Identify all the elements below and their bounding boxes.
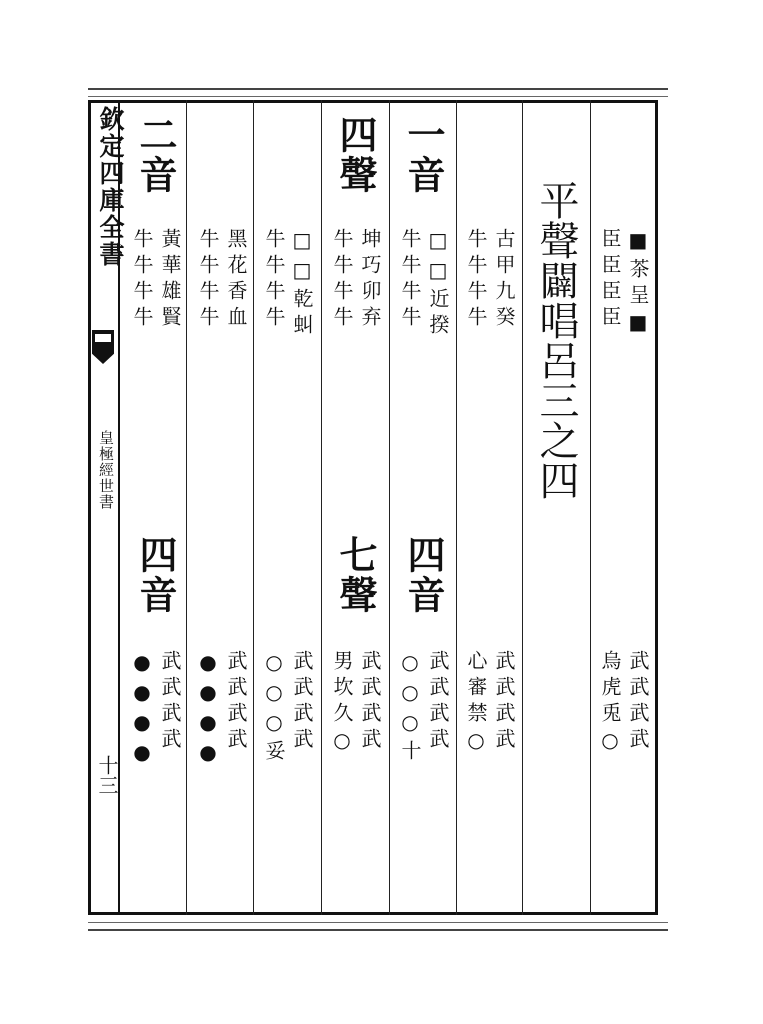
court-marker: ■茶呈■ xyxy=(626,228,650,340)
column-3-top-a: 坤巧卯弃 xyxy=(358,228,382,332)
column-divider xyxy=(389,100,390,915)
column-divider xyxy=(590,100,591,915)
heading-four-yin: 四音 xyxy=(401,535,446,615)
heading-four-yin-2: 四音 xyxy=(133,535,178,615)
bottom-border-rule xyxy=(88,922,668,931)
column-divider xyxy=(321,100,322,915)
right-bottom-a: 武武武武 xyxy=(626,650,650,754)
chapter-title: 平聲闢唱呂三之四 xyxy=(533,180,579,500)
column-1-bottom-a: 武武武武 xyxy=(492,650,516,754)
column-1-bottom-b: 心審禁○ xyxy=(464,650,488,758)
column-divider xyxy=(456,100,457,915)
column-divider xyxy=(253,100,254,915)
column-divider xyxy=(186,100,187,915)
court-people: 臣臣臣臣 xyxy=(598,228,622,332)
column-6-bottom-a: 武武武武 xyxy=(158,650,182,754)
book-title: 欽定四庫全書 xyxy=(96,106,125,268)
column-2-bottom-b: ○○○十 xyxy=(398,650,422,766)
column-3-top-b: 牛牛牛牛 xyxy=(330,228,354,332)
column-4-top-a: □□乾虯 xyxy=(290,228,314,340)
right-bottom-b: 烏虎兎○ xyxy=(598,650,622,758)
column-5-top-a: 黑花香血 xyxy=(224,228,248,332)
top-border-rule xyxy=(88,88,668,97)
column-6-bottom-b: ●●●● xyxy=(130,650,154,770)
column-4-bottom-b: ○○○妥 xyxy=(262,650,286,766)
column-2-top-b: 牛牛牛牛 xyxy=(398,228,422,332)
heading-one-yin: 一音 xyxy=(401,115,446,195)
page-number: 十三 xyxy=(95,755,119,795)
column-2-bottom-a: 武武武武 xyxy=(426,650,450,754)
column-5-bottom-b: ●●●● xyxy=(196,650,220,770)
column-divider xyxy=(522,100,523,915)
column-3-bottom-b: 男坎久○ xyxy=(330,650,354,758)
book-subtitle: 皇極經世書 xyxy=(97,430,115,510)
column-2-top-a: □□近揆 xyxy=(426,228,450,340)
heading-two-yin: 二音 xyxy=(133,115,178,195)
column-5-bottom-a: 武武武武 xyxy=(224,650,248,754)
column-6-top-b: 牛牛牛牛 xyxy=(130,228,154,332)
heading-seven-sheng: 七聲 xyxy=(333,535,378,615)
column-1-top-a: 古甲九癸 xyxy=(492,228,516,332)
heading-four-sheng: 四聲 xyxy=(333,115,378,195)
column-6-top-a: 黃華雄賢 xyxy=(158,228,182,332)
column-4-bottom-a: 武武武武 xyxy=(290,650,314,754)
column-5-top-b: 牛牛牛牛 xyxy=(196,228,220,332)
column-3-bottom-a: 武武武武 xyxy=(358,650,382,754)
column-4-top-b: 牛牛牛牛 xyxy=(262,228,286,332)
column-1-top-b: 牛牛牛牛 xyxy=(464,228,488,332)
